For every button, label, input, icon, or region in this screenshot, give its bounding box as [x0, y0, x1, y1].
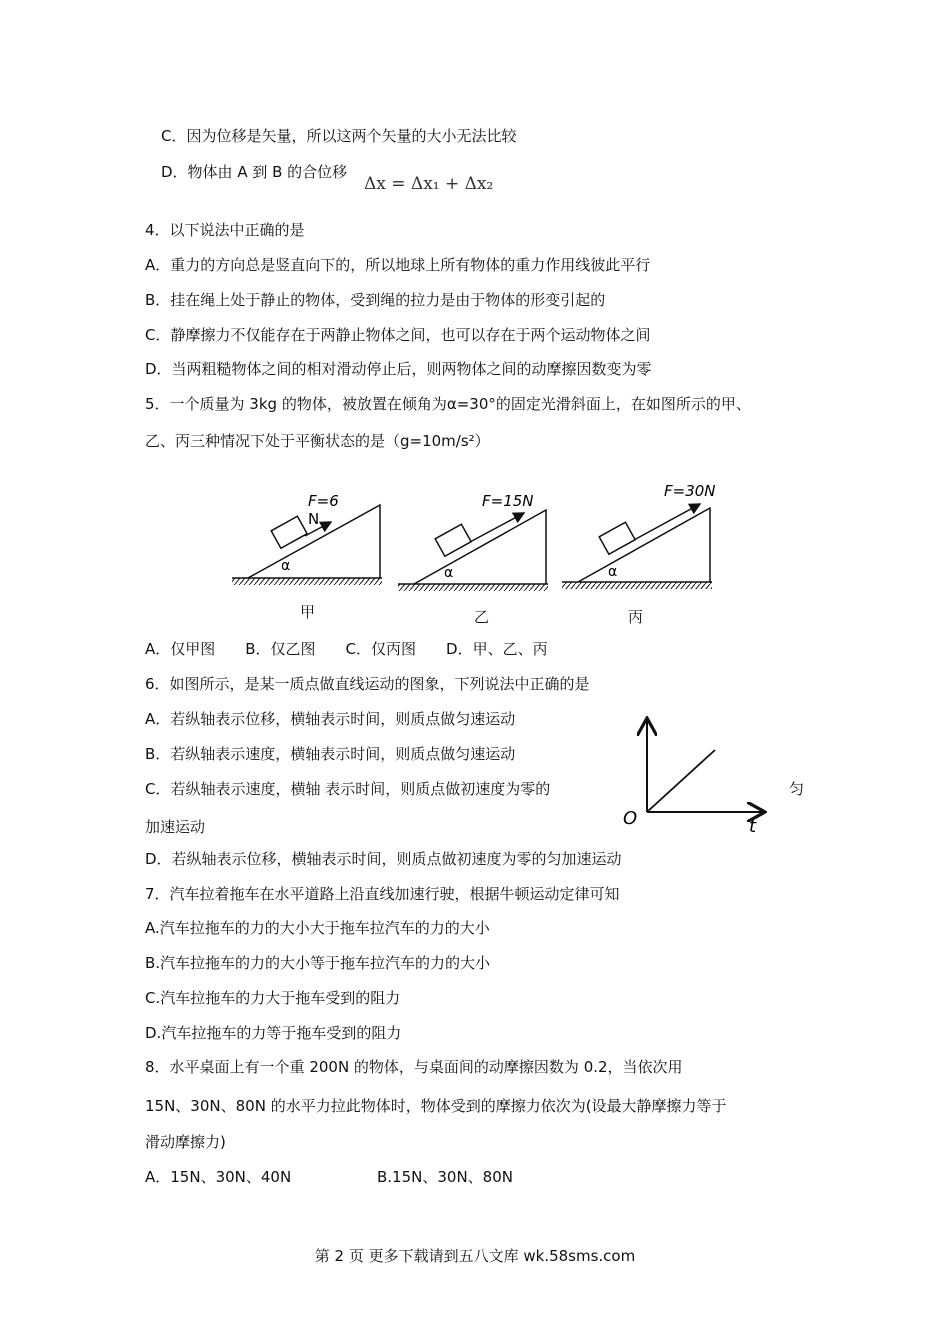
q6-option-c-line1: C．若纵轴表示速度，横轴 表示时间，则质点做初速度为零的 — [145, 780, 551, 798]
q4-option-d: D．当两粗糙物体之间的相对滑动停止后，则两物体之间的动摩擦因数变为零 — [145, 360, 652, 378]
q3-option-c: C．因为位移是矢量，所以这两个矢量的大小无法比较 — [161, 127, 517, 145]
q6-stem: 6．如图所示，是某一质点做直线运动的图象，下列说法中正确的是 — [145, 675, 590, 693]
q7-option-a: A.汽车拉拖车的力的大小大于拖车拉汽车的力的大小 — [145, 919, 490, 937]
q4-option-b: B．挂在绳上处于静止的物体，受到绳的拉力是由于物体的形变引起的 — [145, 291, 606, 309]
figure-caption-jia: 甲 — [300, 603, 316, 621]
ground-hatch — [232, 578, 382, 585]
q8-option-a: A．15N、30N、40N — [145, 1168, 292, 1186]
q7-option-b: B.汽车拉拖车的力的大小等于拖车拉汽车的力的大小 — [145, 954, 491, 972]
incline — [578, 508, 710, 582]
q7-stem: 7．汽车拉着拖车在水平道路上沿直线加速行驶，根据牛顿运动定律可知 — [145, 885, 620, 903]
t-axis-label: t — [749, 816, 757, 837]
q8-stem-line3: 滑动摩擦力) — [145, 1133, 226, 1151]
q5-options: A．仅甲图 B．仅乙图 C．仅丙图 D．甲、乙、丙 — [145, 640, 548, 658]
incline-figure-jia — [232, 492, 382, 585]
force-arrow — [634, 504, 700, 540]
origin-label: O — [623, 808, 638, 829]
ground-hatch — [562, 582, 712, 589]
ground-hatch — [398, 584, 548, 591]
incline-figure-bing — [562, 482, 716, 589]
q6-line-graph — [615, 712, 785, 842]
q8-stem-line2: 15N、30N、80N 的水平力拉此物体时，物体受到的摩擦力依次为(设最大静摩擦力等于 — [145, 1097, 727, 1115]
figure-caption-yi: 乙 — [474, 608, 490, 626]
figure-caption-bing: 丙 — [628, 608, 644, 626]
q7-option-d: D.汽车拉拖车的力等于拖车受到的阻力 — [145, 1024, 402, 1042]
q4-option-a: A．重力的方向总是竖直向下的，所以地球上所有物体的重力作用线彼此平行 — [145, 256, 651, 274]
block — [599, 522, 635, 554]
block — [435, 524, 471, 556]
q5-stem-line1: 5．一个质量为 3kg 的物体，被放置在倾角为α=30°的固定光滑斜面上，在如图所示的甲、 — [145, 395, 751, 413]
angle-label: α — [281, 558, 291, 574]
q6-option-c-line2: 加速运动 — [145, 818, 206, 836]
force-label-unit: N — [308, 510, 320, 528]
force-label: F=30N — [664, 482, 716, 500]
q8-stem-line1: 8．水平桌面上有一个重 200N 的物体，与桌面间的动摩擦因数为 0.2，当依次用 — [145, 1058, 683, 1076]
angle-label: α — [444, 565, 454, 581]
graph-line — [647, 750, 715, 812]
page-footer: 第 2 页 更多下载请到五八文库 wk.58sms.com — [314, 1247, 636, 1265]
q3-option-d: D．物体由 A 到 B 的合位移 — [161, 163, 348, 181]
angle-label: α — [608, 564, 618, 580]
q7-option-c: C.汽车拉拖车的力大于拖车受到的阻力 — [145, 989, 401, 1007]
force-label: F=15N — [482, 492, 534, 510]
q4-option-c: C．静摩擦力不仅能存在于两静止物体之间，也可以存在于两个运动物体之间 — [145, 326, 651, 344]
q4-stem: 4．以下说法中正确的是 — [145, 221, 305, 239]
q3-formula: Δx = Δx₁ + Δx₂ — [364, 174, 494, 194]
q5-stem-line2: 乙、丙三种情况下处于平衡状态的是（g=10m/s²） — [145, 432, 490, 450]
q6-option-d: D．若纵轴表示位移，横轴表示时间，则质点做初速度为零的匀加速运动 — [145, 850, 622, 868]
q6-option-c-tail: 匀 — [789, 780, 805, 798]
incline — [414, 510, 546, 584]
q8-option-b: B.15N、30N、80N — [377, 1168, 513, 1186]
force-label: F=6 — [308, 492, 339, 510]
q6-option-a: A．若纵轴表示位移，横轴表示时间，则质点做匀速运动 — [145, 710, 516, 728]
incline-figure-yi — [398, 492, 548, 591]
block — [271, 516, 307, 548]
q5-incline-figures — [0, 470, 950, 610]
q6-option-b: B．若纵轴表示速度，横轴表示时间，则质点做匀速运动 — [145, 745, 516, 763]
